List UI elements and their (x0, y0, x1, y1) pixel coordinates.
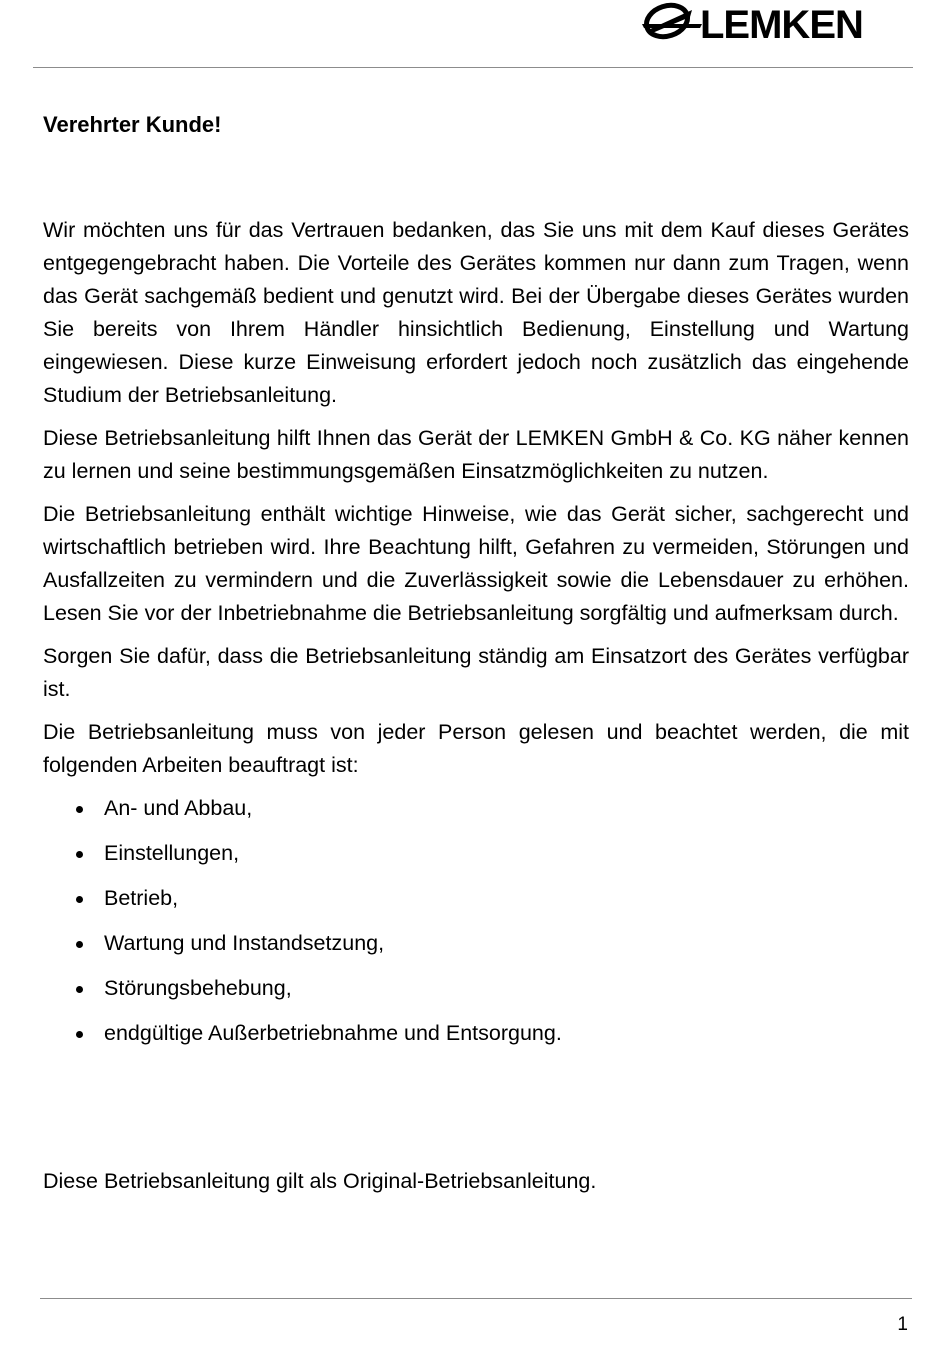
list-item-text: Betrieb, (104, 886, 179, 910)
header-divider (33, 67, 913, 68)
lemken-emblem-icon (642, 0, 702, 42)
list-item-text: Einstellungen, (104, 841, 240, 865)
task-list (43, 792, 909, 1062)
bullet-icon (76, 806, 83, 813)
list-item-text: An- und Abbau, (104, 796, 253, 820)
lemken-logo (640, 0, 910, 60)
list-item (43, 972, 909, 1017)
bullet-icon (76, 896, 83, 903)
footer-divider (40, 1298, 912, 1299)
list-item (43, 1017, 909, 1062)
paragraph-safety-notes: Die Betriebsanleitung enthält wichtige Hinweise, wie das Gerät sicher, sachgerecht und wirtschaftlich betrieben wird. Ihre Beachtung hilft, Gefahren zu vermeiden, Störungen und Ausfallzeiten zu vermindern und die Zuverlässigkeit sowie die Lebensdauer zu erhöhen. Lesen Sie vor der Inbetriebnahme die Betriebsanleitung sorgfältig und aufmerksam durch. (43, 502, 909, 625)
list-item (43, 927, 909, 972)
closing-statement: Diese Betriebsanleitung gilt als Original-Betriebsanleitung. (43, 1169, 597, 1193)
letter-body (43, 214, 909, 1062)
page-number: 1 (897, 1314, 908, 1335)
list-item-text: Wartung und Instandsetzung, (104, 931, 385, 955)
paragraph-readers: Die Betriebsanleitung muss von jeder Person gelesen und beachtet werden, die mit folgenden Arbeiten beauftragt ist: (43, 720, 909, 777)
greeting-heading: Verehrter Kunde! (43, 112, 222, 137)
lemken-wordmark: LEMKEN (700, 3, 863, 47)
paragraph-purpose: Diese Betriebsanleitung hilft Ihnen das Gerät der LEMKEN GmbH & Co. KG näher kennen zu lernen und seine bestimmungsgemäßen Einsatzmöglichkeiten zu nutzen. (43, 426, 909, 483)
paragraph-availability: Sorgen Sie dafür, dass die Betriebsanleitung ständig am Einsatzort des Gerätes verfügbar ist. (43, 644, 909, 701)
bullet-icon (76, 986, 83, 993)
list-item (43, 792, 909, 837)
list-item-text: endgültige Außerbetriebnahme und Entsorgung. (104, 1021, 562, 1045)
list-item (43, 882, 909, 927)
paragraph-intro: Wir möchten uns für das Vertrauen bedanken, das Sie uns mit dem Kauf dieses Gerätes entgegengebracht haben. Die Vorteile des Gerätes kommen nur dann zum Tragen, wenn das Gerät sachgemäß bedient und genutzt wird. Bei der Übergabe dieses Gerätes wurden Sie bereits von Ihrem Händler hinsichtlich Bedienung, Einstellung und Wartung eingewiesen. Diese kurze Einweisung erfordert jedoch noch zusätzlich das eingehende Studium der Betriebsanleitung. (43, 218, 909, 407)
bullet-icon (76, 941, 83, 948)
list-item (43, 837, 909, 882)
list-item-text: Störungsbehebung, (104, 976, 292, 1000)
bullet-icon (76, 1031, 83, 1038)
bullet-icon (76, 851, 83, 858)
